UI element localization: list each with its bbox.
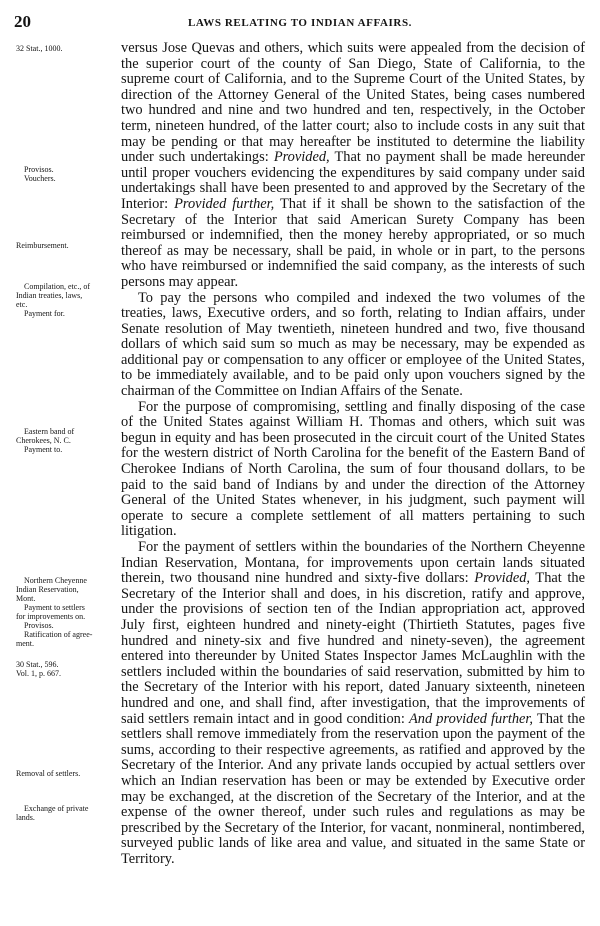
margin-note-line: lands. xyxy=(16,813,35,822)
margin-note-line: Reimbursement. xyxy=(16,241,69,250)
text-run-italic: Provided further, xyxy=(174,195,275,212)
text-run-italic: Provided, xyxy=(273,149,330,166)
margin-note-line: Payment for. xyxy=(24,309,65,318)
margin-note-line: Exchange of private xyxy=(24,804,89,813)
margin-note-line: Eastern band of xyxy=(24,427,75,436)
paragraph-american-surety xyxy=(121,41,585,291)
margin-note-citation-30-stat xyxy=(16,660,118,678)
text-run: That if it shall be shown to the satisfaction of the Secretary of the Interior that said American Surety Company has been reimbursed or indemnified, then the money hereby appropriated, or so much thereof as may be necessary, shall be paid, in whole or in part, to the persons who have reimbursed or indemnified the said company, as the interests of such persons may appear. xyxy=(121,195,585,290)
margin-note-northern-cheyenne xyxy=(16,576,118,648)
body-text xyxy=(121,41,585,867)
margin-note-line: Payment to settlers xyxy=(24,603,85,612)
text-run-italic: And provided further, xyxy=(409,710,534,727)
margin-note-line: Indian treaties, laws, xyxy=(16,291,83,300)
running-head: LAWS RELATING TO INDIAN AFFAIRS. xyxy=(187,17,413,29)
margin-note-line: Ratification of agree- xyxy=(24,630,93,639)
margin-note-compilation xyxy=(16,282,118,318)
text-run-italic: Provided, xyxy=(474,570,531,587)
paragraph-northern-cheyenne xyxy=(121,540,585,867)
margin-note-citation-32-stat xyxy=(16,44,118,53)
margin-note-reimbursement xyxy=(16,241,118,250)
margin-note-line: Northern Cheyenne xyxy=(24,576,87,585)
margin-note-removal-of-settlers xyxy=(16,769,118,778)
margin-note-line: Payment to. xyxy=(24,445,63,454)
margin-note-provisos-vouchers xyxy=(16,165,118,183)
text-run: To pay the persons who compiled and indexed the two volumes of the treaties, laws, Executive orders, and so forth, relating to Indian affairs, under Senate resolution of May twentieth, nineteen hundred and two, five thousand dollars of which said sum so much as may be necessary, may be expended as additional pay or compensation to any officer or employee of the United States, to be immediately available, and to be paid only upon vouchers signed by the chairman of the Committee on Indian Affairs of the Senate. xyxy=(121,289,585,400)
margin-note-eastern-band-cherokees xyxy=(16,427,118,454)
margin-note-line: Vol. 1, p. 667. xyxy=(16,669,61,678)
margin-note-line: Removal of settlers. xyxy=(16,769,81,778)
margin-note-line: ment. xyxy=(16,639,34,648)
text-run: That no payment shall be made hereunder until proper vouchers evidencing the expenditures by said company under said undertakings shall have been presented to and approved by the Secretary of the Interior: xyxy=(121,149,585,212)
margin-note-line: Provisos. xyxy=(24,621,54,630)
margin-note-line: Vouchers. xyxy=(24,174,56,183)
margin-note-exchange-of-private-lands xyxy=(16,804,118,822)
margin-note-line: Cherokees, N. C. xyxy=(16,436,71,445)
margin-note-line: 30 Stat., 596. xyxy=(16,660,59,669)
text-run: That the Secretary of the Interior shall and does, in his discretion, ratify and approve, under the provisions of section ten of the Indian appropriation act, approved July first, eighteen hundred and ninety-eight (Thirtieth Statutes, pages five hundred and ninety-six and five hundred and ninety-seven), the agreement entered into thereunder by United States Inspector James McLaughlin with the settlers included within the boundaries of said reservation, submitted by him to the Secretary of the Interior with his report, dated January sixteenth, nineteen hundred and one, and shall find, after investigation, that the improvements of said settlers remain intact and in good condition: xyxy=(121,570,585,727)
margin-notes xyxy=(16,0,118,926)
text-run: versus Jose Quevas and others, which suits were appealed from the decision of the superior court of the county of San Diego, State of California, to the supreme court of California, and to the Supreme Court of the United States, by direction of the Attorney General of the United States, being cases numbered two hundred and nine and two hundred and ten, respectively, in the October term, nineteen hundred, of the latter court; also to include costs in any suit that may be pending or that may hereafter be instituted to determine the liability under such undertakings: xyxy=(121,40,585,166)
margin-note-line: 32 Stat., 1000. xyxy=(16,44,63,53)
text-run: That the settlers shall remove immediately from the reservation upon the payment of the sums, according to their respective agreements, as ratified and approved by the Secretary of the Interior. And any private lands occupied by actual settlers over which an Indian reservation has been or may be extended by Executive order may be exchanged, at the discretion of the Secretary of the Interior, and at the expense of the owner thereof, under such rules and regulations as may be prescribed by the Secretary of the Interior, for vacant, nonmineral, nontimbered, surveyed public lands of like area and value, and situated in the same State or Territory. xyxy=(121,710,585,867)
text-run: For the payment of settlers within the boundaries of the Northern Cheyenne Indian Reservation, Montana, for improvements upon certain lands situated therein, two thousand nine hundred and sixty-five dollars: xyxy=(121,539,585,587)
margin-note-line: Indian Reservation, xyxy=(16,585,79,594)
margin-note-line: Compilation, etc., of xyxy=(24,282,90,291)
paragraph-compilation xyxy=(121,291,585,400)
margin-note-line: Mont. xyxy=(16,594,36,603)
margin-note-line: Provisos. xyxy=(24,165,54,174)
paragraph-eastern-band-cherokees xyxy=(121,400,585,540)
margin-note-line: for improvements on. xyxy=(16,612,86,621)
margin-note-line: etc. xyxy=(16,300,28,309)
page-number: 20 xyxy=(14,12,31,31)
text-run: For the purpose of compromising, settling and finally disposing of the case of the United States against William H. Thomas and others, which suit was begun in equity and has been prosecuted in the circuit court of the United States for the western district of North Carolina for the benefit of the Eastern Band of Cherokee Indians of North Carolina, the sum of four thousand dollars, to be paid to the said band of Indians by and under the direction of the Attorney General of the United States whenever, in his judgment, such payment will operate to secure a complete settlement of all matters pertaining to such litigation. xyxy=(121,398,585,540)
